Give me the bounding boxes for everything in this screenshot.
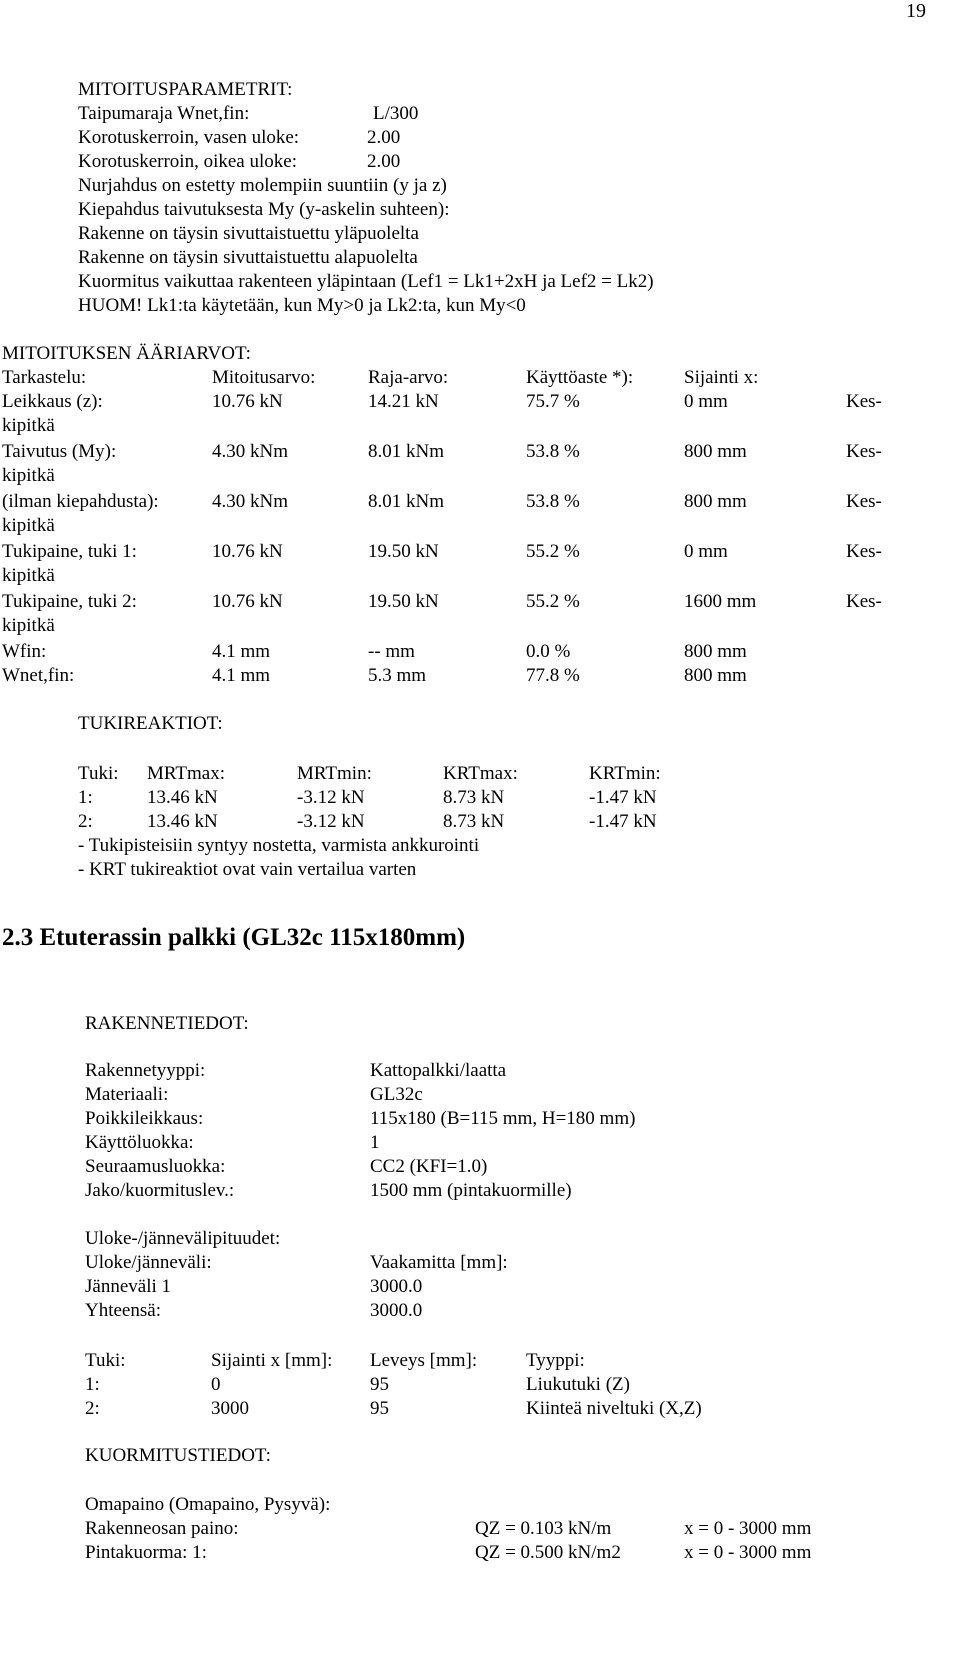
- extremes-cell-pos: 1600 mm: [684, 591, 757, 612]
- params-title: MITOITUSPARAMETRIT:: [78, 79, 293, 100]
- extremes-cell-design: 10.76 kN: [212, 591, 283, 612]
- extremes-cell-loc: Kes-: [846, 591, 882, 612]
- spans-cell: Yhteensä:: [85, 1300, 161, 1321]
- extremes-cell-util: 77.8 %: [526, 665, 580, 686]
- extremes-title: MITOITUKSEN ÄÄRIARVOT:: [2, 343, 251, 364]
- supports-cell: 0: [211, 1374, 221, 1395]
- reactions-cell: -3.12 kN: [297, 811, 365, 832]
- spans-cell: Jänneväli 1: [85, 1276, 172, 1297]
- reactions-cell: 2:: [78, 811, 93, 832]
- loads-cell: Pintakuorma: 1:: [85, 1542, 207, 1563]
- extremes-cell-pos: 800 mm: [684, 441, 747, 462]
- structure-label: Rakennetyyppi:: [85, 1060, 206, 1081]
- reactions-title: TUKIREAKTIOT:: [78, 713, 223, 734]
- param-note: Nurjahdus on estetty molempiin suuntiin (y ja z): [78, 175, 447, 196]
- extremes-cell-design: 4.1 mm: [212, 665, 271, 686]
- supports-header: Sijainti x [mm]:: [211, 1350, 333, 1371]
- supports-header: Leveys [mm]:: [370, 1350, 478, 1371]
- left-factor-value: 2.00: [367, 127, 401, 148]
- reactions-cell: 8.73 kN: [443, 811, 505, 832]
- extremes-header: Raja-arvo:: [368, 367, 449, 388]
- structure-label: Poikkileikkaus:: [85, 1108, 204, 1129]
- reactions-cell: -1.47 kN: [589, 787, 657, 808]
- reactions-note: - Tukipisteisiin syntyy nostetta, varmista ankkurointi: [78, 835, 480, 856]
- structure-value: 1500 mm (pintakuormille): [370, 1180, 572, 1201]
- extremes-cell-loc-cont: kipitkä: [2, 615, 55, 636]
- extremes-header: Sijainti x:: [684, 367, 759, 388]
- loads-cell: x = 0 - 3000 mm: [684, 1542, 812, 1563]
- extremes-cell-util: 0.0 %: [526, 641, 571, 662]
- supports-cell: 3000: [211, 1398, 249, 1419]
- right-factor-label: Korotuskerroin, oikea uloke:: [78, 151, 297, 172]
- extremes-cell-util: 53.8 %: [526, 441, 580, 462]
- reactions-cell: -1.47 kN: [589, 811, 657, 832]
- extremes-cell-limit: 19.50 kN: [368, 541, 439, 562]
- structure-title: RAKENNETIEDOT:: [85, 1013, 249, 1034]
- loads-cell: QZ = 0.500 kN/m2: [475, 1542, 621, 1563]
- extremes-cell-limit: -- mm: [368, 641, 415, 662]
- reactions-header: MRTmax:: [147, 763, 226, 784]
- extremes-cell-name: Wfin:: [2, 641, 47, 662]
- loads-title: KUORMITUSTIEDOT:: [85, 1445, 271, 1466]
- param-note: Rakenne on täysin sivuttaistuettu yläpuolelta: [78, 223, 419, 244]
- structure-value: 115x180 (B=115 mm, H=180 mm): [370, 1108, 636, 1129]
- reactions-cell: 13.46 kN: [147, 787, 218, 808]
- structure-value: CC2 (KFI=1.0): [370, 1156, 488, 1177]
- extremes-cell-limit: 19.50 kN: [368, 591, 439, 612]
- reactions-header: MRTmin:: [297, 763, 372, 784]
- extremes-cell-util: 53.8 %: [526, 491, 580, 512]
- reactions-cell: -3.12 kN: [297, 787, 365, 808]
- extremes-cell-loc-cont: kipitkä: [2, 515, 55, 536]
- deflection-value: L/300: [373, 103, 419, 124]
- deflection-label: Taipumaraja Wnet,fin:: [78, 103, 250, 124]
- extremes-cell-limit: 5.3 mm: [368, 665, 427, 686]
- reactions-header: Tuki:: [78, 763, 119, 784]
- spans-header: Vaakamitta [mm]:: [370, 1252, 508, 1273]
- supports-cell: 2:: [85, 1398, 100, 1419]
- extremes-cell-limit: 8.01 kNm: [368, 441, 444, 462]
- param-note: Kiepahdus taivutuksesta My (y-askelin suhteen):: [78, 199, 450, 220]
- extremes-cell-pos: 800 mm: [684, 491, 747, 512]
- extremes-cell-pos: 800 mm: [684, 665, 747, 686]
- supports-cell: 1:: [85, 1374, 100, 1395]
- extremes-cell-loc-cont: kipitkä: [2, 465, 55, 486]
- extremes-cell-pos: 0 mm: [684, 391, 728, 412]
- structure-value: Kattopalkki/laatta: [370, 1060, 507, 1081]
- supports-header: Tyyppi:: [526, 1350, 585, 1371]
- extremes-cell-util: 55.2 %: [526, 591, 580, 612]
- supports-cell: Kiinteä niveltuki (X,Z): [526, 1398, 702, 1419]
- supports-cell: 95: [370, 1374, 389, 1395]
- extremes-cell-name: Leikkaus (z):: [2, 391, 103, 412]
- extremes-cell-limit: 14.21 kN: [368, 391, 439, 412]
- reactions-header: KRTmax:: [443, 763, 518, 784]
- extremes-cell-util: 75.7 %: [526, 391, 580, 412]
- reactions-cell: 8.73 kN: [443, 787, 505, 808]
- extremes-cell-design: 4.1 mm: [212, 641, 271, 662]
- supports-header: Tuki:: [85, 1350, 126, 1371]
- extremes-cell-name: Wnet,fin:: [2, 665, 75, 686]
- extremes-cell-loc: Kes-: [846, 391, 882, 412]
- spans-cell: 3000.0: [370, 1300, 423, 1321]
- reactions-note: - KRT tukireaktiot ovat vain vertailua varten: [78, 859, 417, 880]
- structure-value: GL32c: [370, 1084, 423, 1105]
- structure-label: Käyttöluokka:: [85, 1132, 194, 1153]
- extremes-cell-loc: Kes-: [846, 441, 882, 462]
- extremes-cell-design: 4.30 kNm: [212, 441, 288, 462]
- extremes-header: Käyttöaste *):: [526, 367, 634, 388]
- extremes-cell-pos: 0 mm: [684, 541, 728, 562]
- extremes-cell-name: (ilman kiepahdusta):: [2, 491, 159, 512]
- supports-cell: Liukutuki (Z): [526, 1374, 630, 1395]
- loads-cell: x = 0 - 3000 mm: [684, 1518, 812, 1539]
- spans-header: Uloke/jänneväli:: [85, 1252, 212, 1273]
- extremes-cell-design: 4.30 kNm: [212, 491, 288, 512]
- extremes-cell-loc: Kes-: [846, 541, 882, 562]
- structure-label: Jako/kuormituslev.:: [85, 1180, 235, 1201]
- extremes-cell-loc-cont: kipitkä: [2, 415, 55, 436]
- extremes-cell-design: 10.76 kN: [212, 391, 283, 412]
- structure-label: Materiaali:: [85, 1084, 169, 1105]
- extremes-cell-name: Tukipaine, tuki 2:: [2, 591, 137, 612]
- supports-cell: 95: [370, 1398, 389, 1419]
- param-note: Rakenne on täysin sivuttaistuettu alapuolelta: [78, 247, 418, 268]
- spans-title: Uloke-/jännevälipituudet:: [85, 1228, 281, 1249]
- left-factor-label: Korotuskerroin, vasen uloke:: [78, 127, 300, 148]
- loads-cell: Rakenneosan paino:: [85, 1518, 239, 1539]
- section-heading: 2.3 Etuterassin palkki (GL32c 115x180mm): [2, 924, 466, 951]
- param-note: HUOM! Lk1:ta käytetään, kun My>0 ja Lk2:ta, kun My<0: [78, 295, 526, 316]
- extremes-cell-pos: 800 mm: [684, 641, 747, 662]
- reactions-cell: 13.46 kN: [147, 811, 218, 832]
- structure-label: Seuraamusluokka:: [85, 1156, 226, 1177]
- loads-group: Omapaino (Omapaino, Pysyvä):: [85, 1494, 331, 1515]
- spans-cell: 3000.0: [370, 1276, 423, 1297]
- page-number: 19: [906, 0, 926, 22]
- extremes-cell-design: 10.76 kN: [212, 541, 283, 562]
- extremes-cell-loc-cont: kipitkä: [2, 565, 55, 586]
- structure-value: 1: [370, 1132, 380, 1153]
- extremes-cell-name: Tukipaine, tuki 1:: [2, 541, 137, 562]
- extremes-cell-name: Taivutus (My):: [2, 441, 117, 462]
- right-factor-value: 2.00: [367, 151, 401, 172]
- extremes-cell-limit: 8.01 kNm: [368, 491, 444, 512]
- loads-cell: QZ = 0.103 kN/m: [475, 1518, 612, 1539]
- extremes-header: Tarkastelu:: [2, 367, 87, 388]
- reactions-cell: 1:: [78, 787, 93, 808]
- extremes-cell-util: 55.2 %: [526, 541, 580, 562]
- extremes-cell-loc: Kes-: [846, 491, 882, 512]
- reactions-header: KRTmin:: [589, 763, 661, 784]
- param-note: Kuormitus vaikuttaa rakenteen yläpintaan (Lef1 = Lk1+2xH ja Lef2 = Lk2): [78, 271, 654, 292]
- extremes-header: Mitoitusarvo:: [212, 367, 316, 388]
